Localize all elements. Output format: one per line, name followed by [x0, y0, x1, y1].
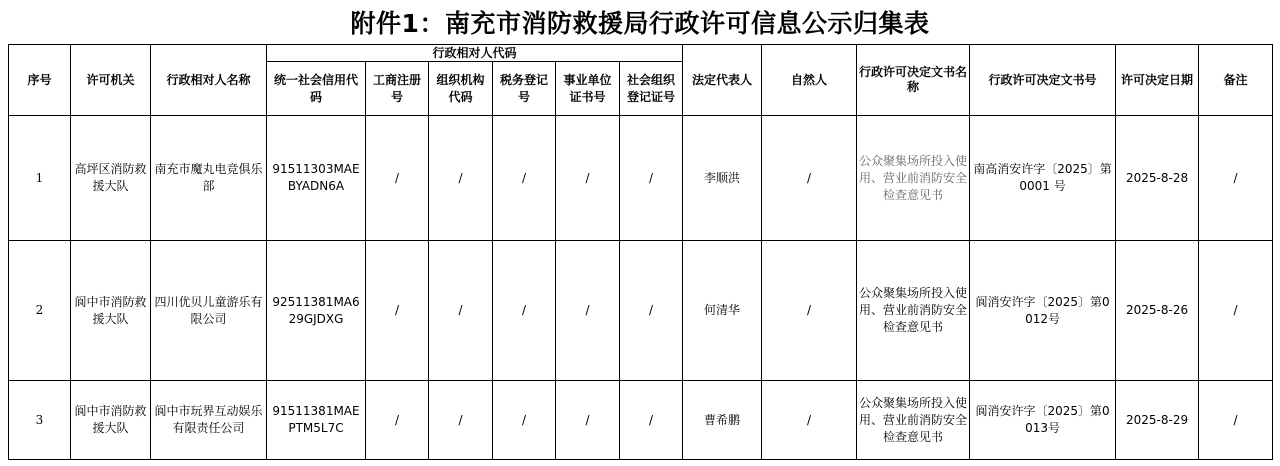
cell-decision-date: 2025-8-28 [1116, 116, 1199, 241]
cell-public-institution-cert: / [556, 116, 620, 241]
cell-decision-date: 2025-8-29 [1116, 381, 1199, 460]
table-row [9, 116, 1273, 241]
cell-counterpart-name: 四川优贝儿童游乐有限公司 [151, 241, 267, 381]
cell-authority: 高坪区消防救援大队 [71, 116, 151, 241]
cell-authority: 阆中市消防救援大队 [71, 381, 151, 460]
cell-remarks: / [1199, 116, 1273, 241]
header-org-code: 组织机构代码 [429, 62, 493, 116]
cell-tax-reg-no: / [493, 381, 556, 460]
header-legal-rep: 法定代表人 [683, 45, 762, 116]
cell-remarks: / [1199, 241, 1273, 381]
header-public-institution-cert: 事业单位证书号 [556, 62, 620, 116]
table-row [9, 381, 1273, 460]
header-social-org-cert: 社会组织登记证号 [620, 62, 683, 116]
cell-business-reg-no: / [366, 241, 429, 381]
header-decision-doc-no: 行政许可决定文书号 [970, 45, 1116, 116]
cell-credit-code: 91511381MAEPTM5L7C [267, 381, 366, 460]
header-authority: 许可机关 [71, 45, 151, 116]
cell-counterpart-name: 阆中市玩界互动娱乐有限责任公司 [151, 381, 267, 460]
cell-decision-doc-name: 公众聚集场所投入使用、营业前消防安全检查意见书 [857, 381, 970, 460]
page-title: 附件1：南充市消防救援局行政许可信息公示归集表 [350, 9, 930, 38]
cell-social-org-cert: / [620, 116, 683, 241]
permit-table [8, 44, 1273, 460]
cell-tax-reg-no: / [493, 116, 556, 241]
cell-org-code: / [429, 381, 493, 460]
header-business-reg-no: 工商注册号 [366, 62, 429, 116]
cell-public-institution-cert: / [556, 241, 620, 381]
header-remarks: 备注 [1199, 45, 1273, 116]
header-decision-doc-name: 行政许可决定文书名称 [857, 45, 970, 116]
header-counterpart-name: 行政相对人名称 [151, 45, 267, 116]
cell-counterpart-name: 南充市魔丸电竞俱乐部 [151, 116, 267, 241]
cell-social-org-cert: / [620, 381, 683, 460]
cell-natural-person: / [762, 241, 857, 381]
cell-decision-doc-no: 南高消安许字〔2025〕第 0001 号 [970, 116, 1116, 241]
cell-decision-doc-name: 公众聚集场所投入使用、营业前消防安全检查意见书 [857, 241, 970, 381]
header-seq: 序号 [9, 45, 71, 116]
cell-legal-rep: 李顺洪 [683, 116, 762, 241]
cell-decision-doc-no: 阆消安许字〔2025〕第0013号 [970, 381, 1116, 460]
cell-org-code: / [429, 116, 493, 241]
header-decision-date: 许可决定日期 [1116, 45, 1199, 116]
cell-natural-person: / [762, 116, 857, 241]
cell-seq: 1 [9, 116, 71, 241]
cell-business-reg-no: / [366, 381, 429, 460]
header-counterpart-code-group: 行政相对人代码 [267, 45, 683, 62]
cell-legal-rep: 曹希鹏 [683, 381, 762, 460]
cell-authority: 阆中市消防救援大队 [71, 241, 151, 381]
cell-business-reg-no: / [366, 116, 429, 241]
cell-seq: 3 [9, 381, 71, 460]
cell-decision-doc-no: 阆消安许字〔2025〕第0012号 [970, 241, 1116, 381]
cell-social-org-cert: / [620, 241, 683, 381]
cell-decision-date: 2025-8-26 [1116, 241, 1199, 381]
cell-natural-person: / [762, 381, 857, 460]
cell-seq: 2 [9, 241, 71, 381]
cell-tax-reg-no: / [493, 241, 556, 381]
cell-org-code: / [429, 241, 493, 381]
cell-credit-code: 92511381MA629GJDXG [267, 241, 366, 381]
header-tax-reg-no: 税务登记号 [493, 62, 556, 116]
cell-decision-doc-name: 公众聚集场所投入使用、营业前消防安全检查意见书 [857, 116, 970, 241]
table-row [9, 241, 1273, 381]
cell-public-institution-cert: / [556, 381, 620, 460]
header-natural-person: 自然人 [762, 45, 857, 116]
cell-legal-rep: 何清华 [683, 241, 762, 381]
header-credit-code: 统一社会信用代码 [267, 62, 366, 116]
cell-credit-code: 91511303MAEBYADN6A [267, 116, 366, 241]
cell-remarks: / [1199, 381, 1273, 460]
